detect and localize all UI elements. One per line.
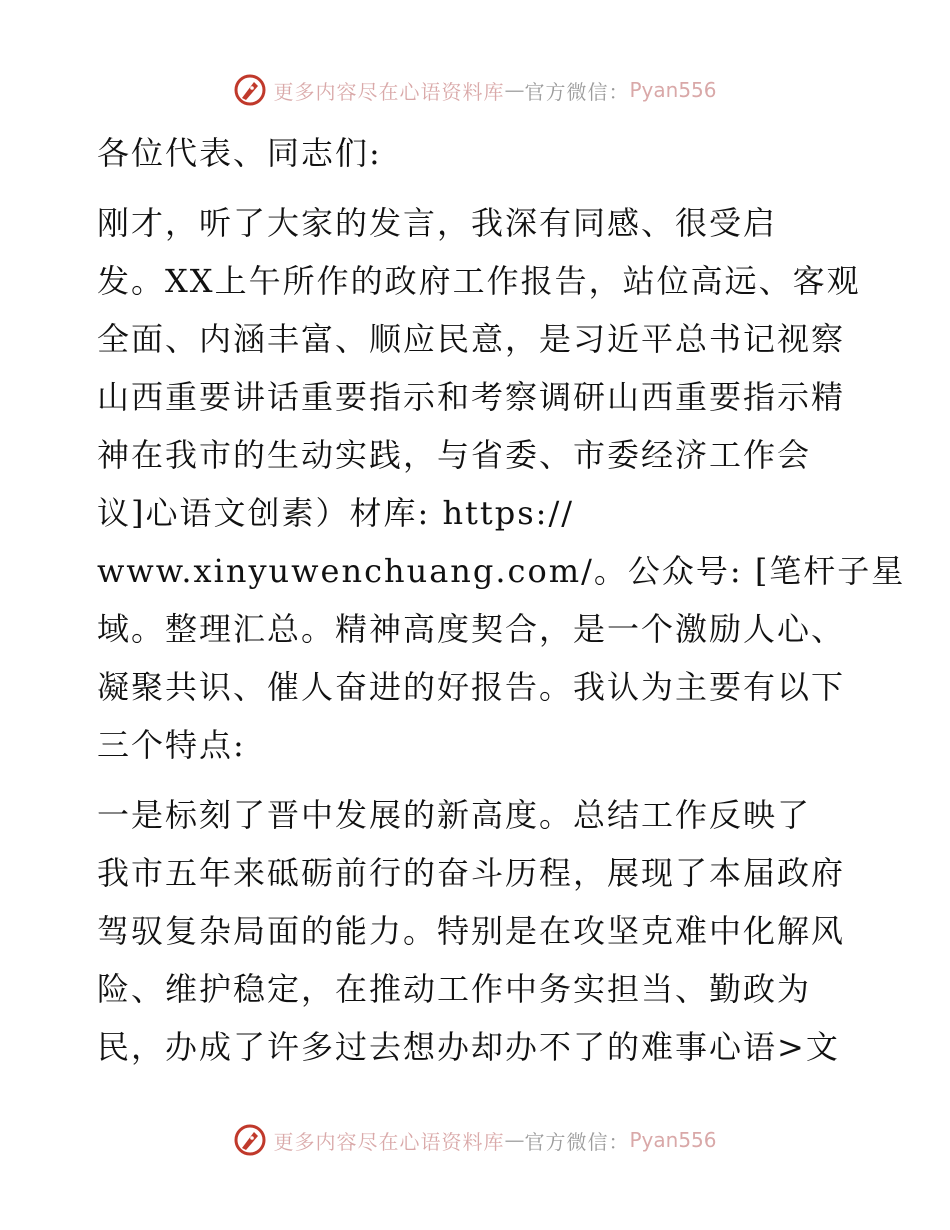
paragraph-1 — [97, 194, 906, 774]
paragraph-2 — [97, 786, 857, 1076]
greeting-line: 各位代表、同志们: — [97, 134, 382, 172]
banner-main-text: 更多内容尽在心语资料库 — [273, 79, 505, 104]
footer-banner — [0, 1120, 950, 1160]
text-line: 驾驭复杂局面的能力。特别是在攻坚克难中化解风 — [97, 912, 846, 950]
text-line: 民，办成了许多过去想办却办不了的难事心语>文 — [97, 1028, 840, 1066]
text-line: 山西重要讲话重要指示和考察调研山西重要指示精 — [97, 378, 846, 416]
text-line: 一是标刻了晋中发展的新高度。总结工作反映了 — [97, 796, 812, 834]
text-line: 凝聚共识、催人奋进的好报告。我认为主要有以下 — [97, 668, 846, 706]
banner-wechat-id: Pyan556 — [629, 78, 717, 102]
text-line: 我市五年来砥砺前行的奋斗历程，展现了本届政府 — [97, 854, 846, 892]
banner-dash: — — [504, 1128, 525, 1152]
document-body — [97, 124, 906, 1088]
header-banner — [0, 70, 950, 110]
banner-sub-text: 官方微信： — [524, 79, 630, 104]
text-line: 三个特点: — [97, 726, 246, 764]
text-line: 发。XX上午所作的政府工作报告，站位高远、客观 — [97, 262, 861, 300]
banner-sub-text: 官方微信： — [524, 1129, 630, 1154]
text-line: 全面、内涵丰富、顺应民意，是习近平总书记视察 — [97, 320, 846, 358]
banner-main-text: 更多内容尽在心语资料库 — [273, 1129, 505, 1154]
pen-nib-logo-icon — [233, 73, 267, 107]
text-line: 刚才，听了大家的发言，我深有同感、很受启 — [97, 204, 778, 242]
banner-wechat-id: Pyan556 — [629, 1128, 717, 1152]
text-line: 议]心语文创素）材库: https:// — [97, 494, 575, 532]
text-line: www.xinyuwenchuang.com/。公众号: [笔杆子星 — [97, 552, 906, 590]
text-line: 域。整理汇总。精神高度契合，是一个激励人心、 — [97, 610, 846, 648]
greeting — [97, 124, 857, 182]
text-line: 险、维护稳定，在推动工作中务实担当、勤政为 — [97, 970, 812, 1008]
text-line: 神在我市的生动实践，与省委、市委经济工作会 — [97, 436, 812, 474]
pen-nib-logo-icon — [233, 1123, 267, 1157]
banner-dash: — — [504, 78, 525, 102]
